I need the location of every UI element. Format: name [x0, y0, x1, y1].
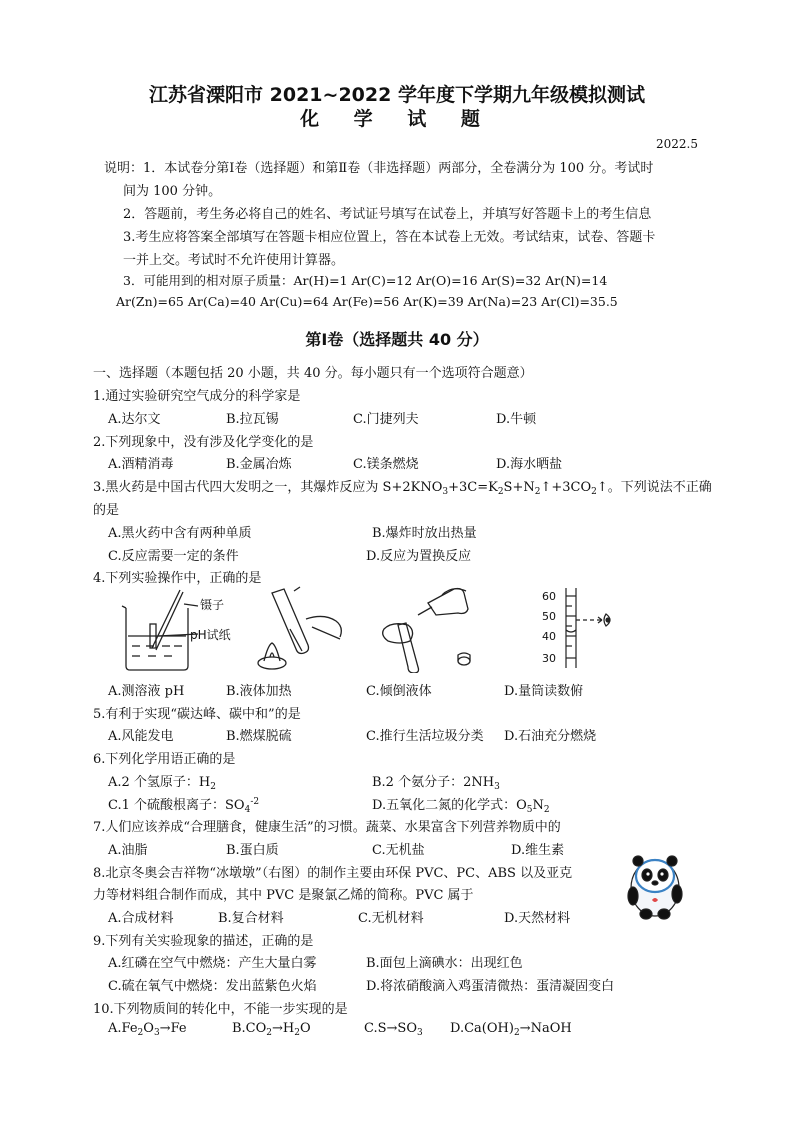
tick-30: 30 — [542, 652, 556, 665]
q4-option-d: D.量筒读数俯 — [504, 684, 584, 699]
q4-option-a: A.测溶液 pH — [108, 684, 185, 699]
q1-option-a: A.达尔文 — [108, 412, 161, 427]
q8-stem-2: 力等材料组合制作而成，其中 PVC 是聚氯乙烯的简称。PVC 属于 — [93, 888, 474, 903]
q8-option-a: A.合成材料 — [108, 911, 174, 926]
q5-stem: 5.有利于实现“碳达峰、碳中和”的是 — [93, 707, 301, 722]
exam-subtitle: 化 学 试 题 — [300, 108, 494, 130]
tick-50: 50 — [542, 610, 556, 623]
instruction-4: 3．可能用到的相对原子质量：Ar(H)=1 Ar(C)=12 Ar(O)=16 Ar(S)=32 Ar(N)=14 — [123, 273, 608, 288]
exam-title: 江苏省溧阳市 2021~2022 学年度下学期九年级模拟测试 — [149, 84, 645, 106]
instruction-1b: 间为 100 分钟。 — [123, 184, 222, 199]
section-intro: 一、选择题（本题包括 20 小题，共 40 分。每小题只有一个选项符合题意） — [93, 366, 533, 381]
figure-pouring-liquid — [372, 585, 482, 673]
q6-option-b: B.2 个氨分子：$2NH_3$ — [372, 775, 500, 792]
instruction-3: 3.考生应将答案全部填写在答题卡相应位置上，答在本试卷上无效。考试结束，试卷、答题卡 — [123, 230, 656, 245]
q2-option-c: C.镁条燃烧 — [353, 457, 419, 472]
figure-cylinder-reading — [542, 586, 632, 670]
q1-option-b: B.拉瓦锡 — [226, 412, 279, 427]
q7-option-a: A.油脂 — [108, 843, 148, 858]
q2-option-d: D.海水晒盐 — [496, 457, 563, 472]
q5-option-c: C.推行生活垃圾分类 — [366, 729, 484, 744]
q3-stem: 3.黑火药是中国古代四大发明之一，其爆炸反应为 $S+2KNO_3+3C=K_2S+N_2↑+3CO_2↑$。下列说法不正确 — [93, 480, 712, 497]
q3-option-c: C.反应需要一定的条件 — [108, 549, 239, 564]
q5-option-a: A.风能发电 — [108, 729, 174, 744]
q2-stem: 2.下列现象中，没有涉及化学变化的是 — [93, 435, 314, 450]
q3-option-a: A.黑火药中含有两种单质 — [108, 526, 252, 541]
q4-option-b: B.液体加热 — [226, 684, 292, 699]
q6-option-a: A.2 个氢原子：$H_2$ — [108, 775, 216, 792]
q4-stem: 4.下列实验操作中，正确的是 — [93, 571, 262, 586]
q7-option-b: B.蛋白质 — [226, 843, 279, 858]
q9-option-c: C.硫在氧气中燃烧：发出蓝紫色火焰 — [108, 979, 317, 994]
q9-option-b: B.面包上滴碘水：出现红色 — [366, 956, 523, 971]
q9-stem: 9.下列有关实验现象的描述，正确的是 — [93, 934, 314, 949]
q8-option-d: D.天然材料 — [504, 911, 571, 926]
q6-option-c: C.1 个硫酸根离子：$SO_4^{-2}$ — [108, 797, 260, 815]
figure-ph-test — [118, 588, 248, 674]
mascot-image — [622, 848, 688, 922]
q6-stem: 6.下列化学用语正确的是 — [93, 752, 236, 767]
label-ph-paper: pH试纸 — [190, 628, 231, 642]
q3-stem-2: 的是 — [93, 503, 120, 518]
exam-date: 2022.5 — [656, 137, 698, 151]
q7-option-c: C.无机盐 — [372, 843, 425, 858]
q10-option-d: $D.Ca(OH)_2\to NaOH$ — [450, 1021, 572, 1038]
tick-60: 60 — [542, 590, 556, 603]
q7-stem: 7.人们应该养成“合理膳食，健康生活”的习惯。蔬菜、水果富含下列营养物质中的 — [93, 820, 561, 835]
q8-option-b: B.复合材料 — [218, 911, 284, 926]
q4-option-c: C.倾倒液体 — [366, 684, 432, 699]
section-heading: 第Ⅰ卷（选择题共 40 分） — [305, 330, 489, 349]
q2-option-a: A.酒精消毒 — [108, 457, 174, 472]
q1-option-c: C.门捷列夫 — [353, 412, 419, 427]
q1-option-d: D.牛顿 — [496, 412, 537, 427]
label-tweezers: 镊子 — [200, 598, 225, 612]
q10-option-c: $C.S\to SO_3$ — [364, 1021, 423, 1038]
q10-option-a: $A.Fe_2O_3\to Fe$ — [108, 1021, 187, 1038]
q9-option-a: A.红磷在空气中燃烧：产生大量白雾 — [108, 956, 317, 971]
q3-option-d: D.反应为置换反应 — [366, 549, 472, 564]
instruction-3b: 一并上交。考试时不允许使用计算器。 — [123, 253, 345, 268]
q7-option-d: D.维生素 — [511, 843, 565, 858]
instruction-5: Ar(Zn)=65 Ar(Ca)=40 Ar(Cu)=64 Ar(Fe)=56 Ar(K)=39 Ar(Na)=23 Ar(Cl)=35.5 — [116, 294, 618, 309]
q9-option-d: D.将浓硝酸滴入鸡蛋清微热：蛋清凝固变白 — [366, 979, 615, 994]
figure-heating-liquid — [250, 583, 350, 675]
q8-stem: 8.北京冬奥会吉祥物“冰墩墩”（右图）的制作主要由环保 PVC、PC、ABS 以及亚克 — [93, 866, 573, 881]
q5-option-d: D.石油充分燃烧 — [504, 729, 597, 744]
q8-option-c: C.无机材料 — [358, 911, 424, 926]
q6-option-d: D.五氧化二氮的化学式：$O_5N_2$ — [372, 798, 550, 815]
q10-stem: 10.下列物质间的转化中，不能一步实现的是 — [93, 1002, 348, 1017]
instruction-2: 2．答题前，考生务必将自己的姓名、考试证号填写在试卷上，并填写好答题卡上的考生信息 — [123, 207, 652, 222]
q2-option-b: B.金属冶炼 — [226, 457, 292, 472]
q10-option-b: $B.CO_2\to H_2O$ — [232, 1021, 311, 1038]
q1-stem: 1.通过实验研究空气成分的科学家是 — [93, 389, 301, 404]
tick-40: 40 — [542, 630, 556, 643]
q3-option-b: B.爆炸时放出热量 — [372, 526, 477, 541]
q5-option-b: B.燃煤脱硫 — [226, 729, 292, 744]
instruction-1: 说明：1．本试卷分第Ⅰ卷（选择题）和第Ⅱ卷（非选择题）两部分，全卷满分为 100 分。考试时 — [104, 161, 654, 176]
